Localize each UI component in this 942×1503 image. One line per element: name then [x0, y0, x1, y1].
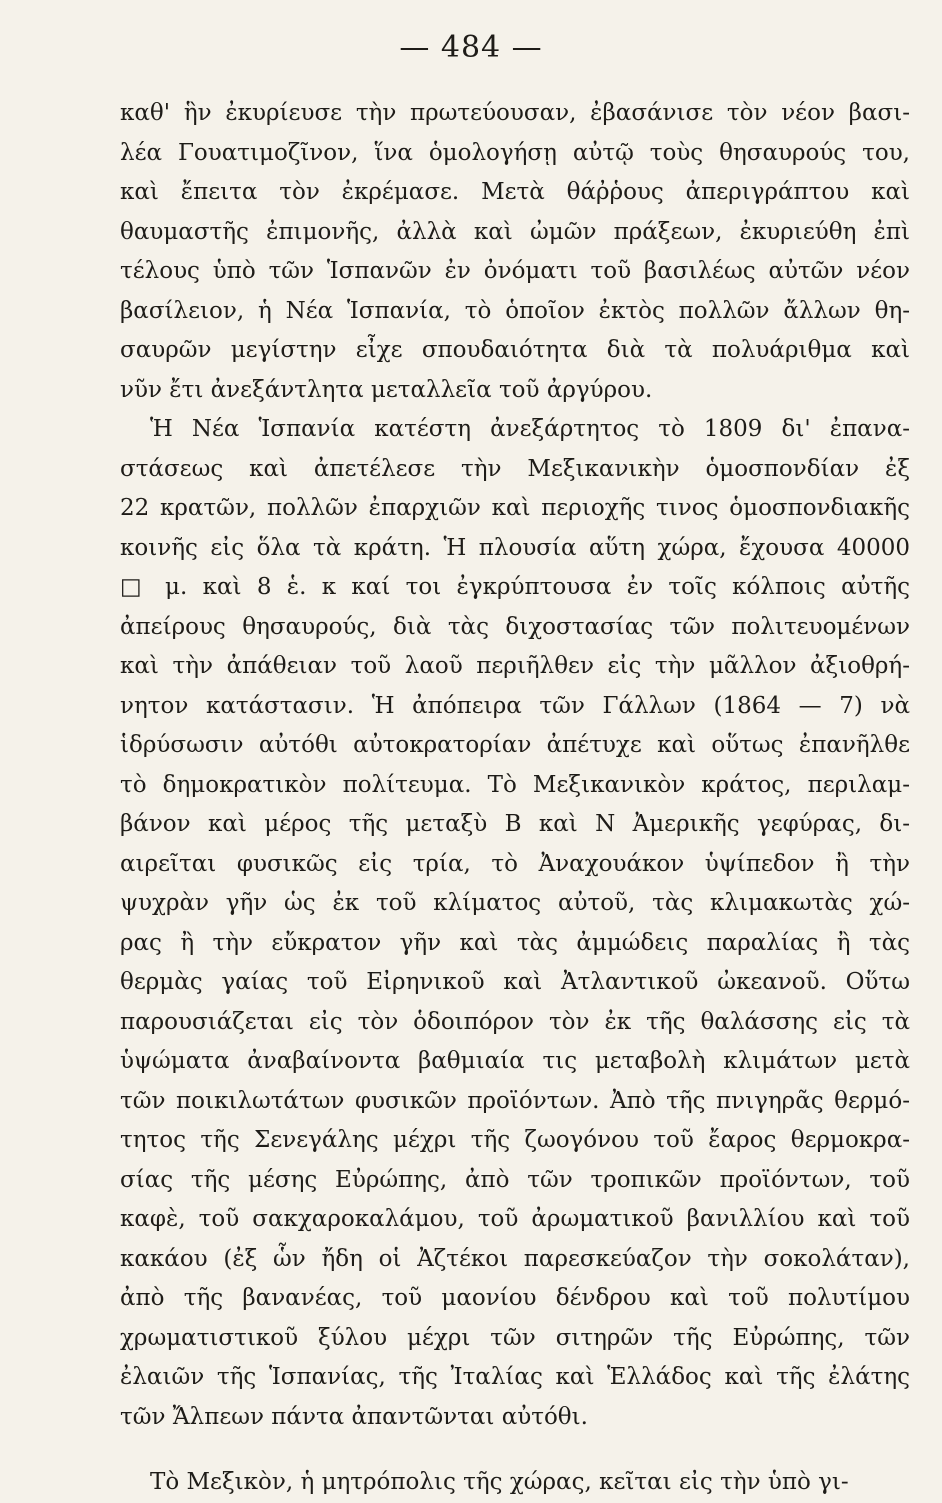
text-line: καὶ τὴν ἀπάθειαν τοῦ λαοῦ περιῆλθεν εἰς τὴν μᾶλλον ἀξιοθρή-	[120, 653, 910, 679]
text-line: τέλους ὑπὸ τῶν Ἱσπανῶν ἐν ὀνόματι τοῦ βασιλέως αὐτῶν νέον	[120, 258, 910, 284]
text-line: θαυμαστῆς ἐπιμονῆς, ἀλλὰ καὶ ὠμῶν πράξεων, ἐκυριεύθη ἐπὶ	[120, 218, 910, 245]
text-line: ρας ἢ τὴν εὔκρατον γῆν καὶ τὰς ἀμμώδεις παραλίας ἢ τὰς	[120, 929, 910, 956]
text-line: καὶ ἔπειτα τὸν ἐκρέμασε. Μετὰ θάῤῥους ἀπεριγράπτου καὶ	[120, 179, 910, 205]
text-line: ἀπείρους θησαυρούς, διὰ τὰς διχοστασίας τῶν πολιτευομένων	[120, 613, 910, 640]
text-line: ἐλαιῶν τῆς Ἱσπανίας, τῆς Ἰταλίας καὶ Ἑλλάδος καὶ τῆς ἐλάτης	[120, 1364, 910, 1390]
text-line: σαυρῶν μεγίστην εἶχε σπουδαιότητα διὰ τὰ πολυάριθμα καὶ	[120, 337, 910, 363]
text-line: ὑψώματα ἀναβαίνοντα βαθμιαία τις μεταβολὴ κλιμάτων μετὰ	[120, 1048, 910, 1074]
text-line: στάσεως καὶ ἀπετέλεσε τὴν Μεξικανικὴν ὁμοσπονδίαν ἐξ	[120, 455, 910, 482]
text-line: ἀπὸ τῆς βανανέας, τοῦ μαονίου δένδρου καὶ τοῦ πολυτίμου	[120, 1285, 910, 1311]
text-line: τῶν ποικιλωτάτων φυσικῶν προϊόντων. Ἀπὸ τῆς πνιγηρᾶς θερμό-	[120, 1087, 910, 1114]
text-line: καφὲ, τοῦ σακχαροκαλάμου, τοῦ ἀρωματικοῦ βανιλλίου καὶ τοῦ	[120, 1206, 910, 1232]
text-line: τὸ δημοκρατικὸν πολίτευμα. Τὸ Μεξικανικὸν κράτος, περιλαμ-	[120, 771, 910, 798]
text-line: καθ' ἣν ἐκυρίευσε τὴν πρωτεύουσαν, ἐβασάνισε τὸν νέον βασι-	[120, 100, 910, 126]
text-line: θερμὰς γαίας τοῦ Εἰρηνικοῦ καὶ Ἀτλαντικοῦ ὠκεανοῦ. Οὕτω	[120, 969, 910, 995]
text-line: παρουσιάζεται εἰς τὸν ὁδοιπόρον τὸν ἐκ τῆς θαλάσσης εἰς τὰ	[120, 1008, 910, 1035]
text-line: ψυχρὰν γῆν ὡς ἐκ τοῦ κλίματος αὐτοῦ, τὰς κλιμακωτὰς χώ-	[120, 890, 910, 916]
text-line: Τὸ Μεξικὸν, ἡ μητρόπολις τῆς χώρας, κεῖται εἰς τὴν ὑπὸ γι-	[150, 1469, 849, 1495]
text-line: νῦν ἔτι ἀνεξάντλητα μεταλλεῖα τοῦ ἀργύρου.	[120, 376, 653, 403]
text-line: βασίλειον, ἡ Νέα Ἱσπανία, τὸ ὁποῖον ἐκτὸς πολλῶν ἄλλων θη-	[120, 297, 910, 324]
text-line: Ἡ Νέα Ἱσπανία κατέστη ἀνεξάρτητος τὸ 1809 δι' ἐπανα-	[150, 416, 910, 442]
text-line: 22 κρατῶν, πολλῶν ἐπαρχιῶν καὶ περιοχῆς τινος ὁμοσπονδιακῆς	[120, 495, 910, 521]
text-line: τῶν Ἄλπεων πάντα ἀπαντῶνται αὐτόθι.	[120, 1403, 588, 1430]
text-line: κακάου (ἐξ ὧν ἤδη οἱ Ἀζτέκοι παρεσκεύαζον τὴν σοκολάταν),	[120, 1245, 910, 1272]
body-text	[120, 94, 910, 1503]
paragraph-3	[120, 1463, 910, 1503]
text-line: αιρεῖται φυσικῶς εἰς τρία, τὸ Ἀναχουάκον ὑψίπεδον ἢ τὴν	[120, 850, 910, 877]
text-line: χρωματιστικοῦ ξύλου μέχρι τῶν σιτηρῶν τῆς Εὐρώπης, τῶν	[120, 1324, 910, 1351]
text-line: σίας τῆς μέσης Εὐρώπης, ἀπὸ τῶν τροπικῶν προϊόντων, τοῦ	[120, 1166, 910, 1193]
text-line: κοινῆς εἰς ὅλα τὰ κράτη. Ἡ πλουσία αὕτη χώρα, ἔχουσα 40000	[120, 534, 910, 561]
text-line: λέα Γουατιμοζῖνον, ἵνα ὁμολογήσῃ αὐτῷ τοὺς θησαυρούς του,	[120, 139, 910, 166]
text-line: νητον κατάστασιν. Ἡ ἀπόπειρα τῶν Γάλλων (1864 — 7) νὰ	[120, 692, 910, 719]
paragraph-gap	[120, 1437, 910, 1463]
paragraph-2	[120, 410, 910, 1437]
text-line: βάνον καὶ μέρος τῆς μεταξὺ Β καὶ Ν Ἀμερικῆς γεφύρας, δι-	[120, 811, 910, 837]
text-line: ἱδρύσωσιν αὐτόθι αὐτοκρατορίαν ἀπέτυχε καὶ οὕτως ἐπανῆλθε	[120, 732, 910, 758]
text-line: τητος τῆς Σενεγάλης μέχρι τῆς ζωογόνου τοῦ ἔαρος θερμοκρα-	[120, 1127, 910, 1153]
page-number: — 484 —	[399, 30, 543, 65]
paragraph-1	[120, 94, 910, 410]
text-line: □ μ. καὶ 8 ἑ. κ καί τοι ἐγκρύπτουσα ἐν τοῖς κόλποις αὐτῆς	[120, 574, 910, 600]
